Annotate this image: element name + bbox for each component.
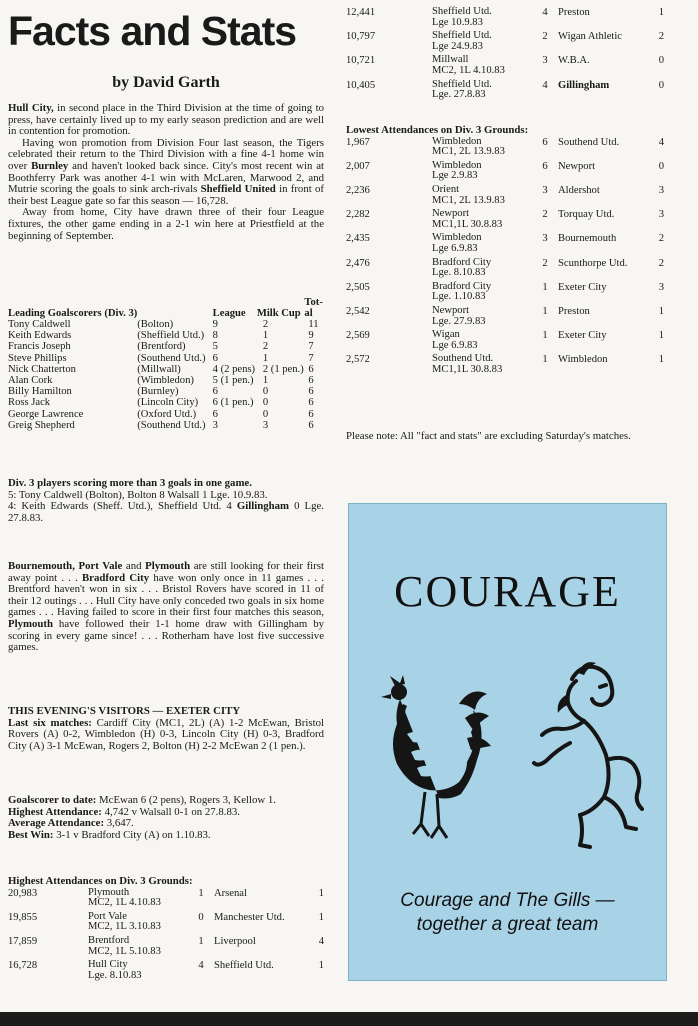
attendance-row [346, 31, 664, 55]
scorer-name: Francis Joseph [8, 341, 71, 353]
scorer-league: 6 [212, 408, 218, 420]
attendance-figure: 2,007 [346, 160, 370, 172]
home-team-cell [432, 161, 532, 185]
away-team: Exeter City [558, 330, 607, 342]
match-detail: MC2, 1L 5.10.83 [88, 945, 161, 957]
away-team: Liverpool [214, 935, 256, 947]
home-score: 4 [542, 79, 548, 91]
scorer-milk: 2 [262, 319, 269, 330]
away-score: 2 [658, 31, 664, 43]
intro-text-2b: and haven't looked back since. City's most recent win at Boothferry Park was another 4-1 win with McLaren, Marwood 2, and Mutrie scoring the goals to sink arch-rivals [8, 159, 324, 196]
scorer-league: 6 (1 pen.) [212, 397, 254, 409]
attendance-row [346, 80, 664, 104]
col-total: Tot-al [304, 297, 323, 319]
match-detail: MC1, 2L 13.9.83 [432, 146, 505, 158]
average-att-text: 3,647. [104, 817, 134, 830]
scorer-row [8, 353, 324, 364]
attendance-row [346, 282, 664, 306]
scorer-total: 6 [308, 397, 314, 409]
match-detail: MC1,1L 30.8.83 [432, 218, 503, 230]
home-team-cell [432, 185, 532, 209]
goalscorers-section [8, 297, 324, 431]
lowest-att-heading: Lowest Attendances on Div. 3 Grounds: [346, 124, 529, 136]
attendance-figure: 10,797 [346, 31, 376, 43]
highest-att-text: 4,742 v Walsall 0-1 on 27.8.83. [101, 805, 240, 818]
highest-att-label: Highest Attendance: [8, 805, 102, 818]
home-team-cell [432, 258, 532, 282]
home-team-cell [432, 209, 532, 233]
home-team: Wimbledon [432, 159, 482, 171]
attendance-row [346, 306, 664, 330]
away-score: 0 [658, 160, 664, 172]
highest-att-continued-table [346, 7, 664, 104]
away-score: 3 [658, 184, 664, 196]
intro-bold-hull: Hull City, [8, 102, 54, 114]
notes-text-3: have won only once in 11 games . . . Brentford haven't won in six . . . Bristol Rovers have scored in 11 of their 12 outings . . . Hull City have only conceded two goals in six home games . . . Having failed to score in their first four matches this season, [8, 571, 324, 619]
home-score: 2 [542, 257, 548, 269]
scorer-club: (Millwall) [137, 363, 181, 375]
home-score: 1 [542, 354, 548, 366]
notes-section [8, 561, 324, 654]
away-score: 1 [318, 911, 324, 923]
scorer-milk: 1 [262, 330, 269, 342]
intro-text-1: in second place in the Third Division at the time of going to press, have certainly lived up to my early season prediction and are well in contention for promotion. [8, 102, 324, 138]
advert-brand: COURAGE [394, 567, 621, 616]
scorer-league: 6 [212, 386, 218, 398]
horse-icon [514, 659, 654, 859]
lowest-att-table [346, 137, 664, 379]
scorer-name: Tony Caldwell [8, 319, 71, 330]
right-column [346, 7, 664, 104]
match-detail: MC1,1L 30.8.83 [432, 363, 503, 375]
slogan-line-2: together a great team [416, 914, 599, 935]
home-team: Sheffield Utd. [432, 6, 492, 17]
intro-bold-sheffield: Sheffield United [200, 183, 276, 196]
notes-bold-3: Bradford City [81, 571, 150, 584]
attendance-figure: 2,282 [346, 209, 370, 221]
goalscorer-label: Goalscorer to date: [8, 794, 97, 806]
home-score: 1 [542, 330, 548, 342]
match-detail: Lge 10.9.83 [432, 16, 483, 28]
home-score: 1 [542, 281, 548, 293]
attendance-row [346, 137, 664, 161]
scorer-club: (Brentford) [137, 341, 186, 353]
intro-text-2a: Having won promotion from Division Four last season, the Tigers celebrated their return to the Third Division with a fine 4-1 home win over [8, 136, 324, 172]
intro-section [8, 103, 324, 242]
cockerel-icon [367, 664, 497, 854]
attendance-figure: 2,572 [346, 354, 370, 366]
goalscorers-table [8, 297, 324, 431]
scorer-club: (Bolton) [137, 319, 174, 330]
hattricks-line-2b: 0 Lge. 27.8.83. [8, 500, 324, 524]
attendance-figure: 10,405 [346, 79, 376, 91]
attendance-row [346, 7, 664, 31]
hattricks-bold-gillingham: Gillingham [236, 500, 290, 513]
attendance-figure: 1,967 [346, 136, 370, 148]
scorer-total: 11 [308, 319, 319, 330]
home-score: 4 [542, 7, 548, 18]
away-score: 1 [318, 887, 324, 899]
home-score: 2 [542, 31, 548, 43]
attendance-row [8, 888, 324, 912]
home-score: 6 [542, 136, 548, 148]
home-team-cell [432, 137, 532, 161]
slogan-line-1: Courage and The Gills — [400, 890, 615, 911]
home-team-cell [432, 7, 532, 31]
home-score: 3 [542, 55, 548, 67]
home-score: 2 [542, 209, 548, 221]
scorer-club: (Lincoln City) [137, 397, 199, 409]
footnote: Please note: All "fact and stats" are excluding Saturday's matches. [346, 430, 631, 442]
attendance-figure: 2,476 [346, 257, 370, 269]
highest-att-table [8, 888, 324, 985]
scorer-row [8, 364, 324, 375]
away-team: Sheffield Utd. [214, 960, 274, 972]
home-team-cell [432, 233, 532, 257]
home-team-cell [432, 31, 532, 55]
home-score: 6 [542, 160, 548, 172]
away-team: W.B.A. [558, 55, 590, 67]
highest-att-section [8, 876, 324, 984]
away-team: Preston [558, 305, 590, 317]
scorer-club: (Southend Utd.) [137, 352, 206, 364]
scorer-total: 6 [308, 375, 314, 387]
away-score: 0 [658, 79, 664, 91]
page-title: Facts and Stats [8, 8, 297, 54]
scorer-milk: 0 [262, 386, 269, 398]
home-team: Bradford City [432, 256, 492, 268]
last-six-label: Last six matches: [8, 716, 92, 729]
away-team: Scunthorpe Utd. [558, 257, 628, 269]
scorer-row [8, 375, 324, 386]
attendance-figure: 20,983 [8, 887, 38, 899]
away-team: Aldershot [558, 184, 600, 196]
attendance-figure: 12,441 [346, 7, 376, 18]
hattricks-line-2a: 4: Keith Edwards (Sheff. Utd.), Sheffield Utd. 4 [8, 500, 237, 513]
lowest-att-section [346, 125, 664, 378]
hattricks-section [8, 478, 324, 524]
match-detail: MC2, 1L 3.10.83 [88, 921, 161, 933]
scorer-league: 9 [212, 319, 218, 330]
home-team: Orient [432, 183, 460, 195]
match-detail: Lge 2.9.83 [432, 170, 478, 182]
home-score: 4 [198, 960, 204, 972]
away-team: Wimbledon [558, 354, 608, 366]
attendance-figure: 10,721 [346, 55, 376, 67]
best-win-text: 3-1 v Bradford City (A) on 1.10.83. [53, 828, 211, 841]
notes-text-1: and [122, 560, 146, 572]
notes-bold-4: Plymouth [8, 617, 53, 630]
away-score: 2 [658, 233, 664, 245]
scorer-total: 6 [308, 386, 314, 398]
home-team: Wimbledon [432, 232, 482, 244]
match-detail: Lge. 8.10.83 [432, 267, 486, 279]
attendance-figure: 17,859 [8, 935, 38, 947]
last-six-text: Cardiff City (MC1, 2L) (A) 1-2 McEwan, Bristol Rovers (A) 0-2, Wimbledon (H) 0-3, Lincoln City (H) 0-3, Bradford City (A) 3-1 McEwan, Rogers 2, Bolton (H) 2-2 McEwan 2 (1 pen.). [8, 716, 324, 752]
home-team-cell [432, 354, 532, 378]
home-team-cell [432, 55, 532, 79]
away-score: 1 [658, 330, 664, 342]
home-team: Brentford [88, 934, 130, 946]
attendance-row [346, 55, 664, 79]
scorer-club: (Oxford Utd.) [137, 408, 197, 420]
away-team: Newport [558, 160, 596, 172]
away-team: Arsenal [214, 887, 247, 899]
scorer-row [8, 330, 324, 341]
scorer-club: (Sheffield Utd.) [137, 330, 205, 342]
attendance-figure: 2,542 [346, 305, 370, 317]
away-score: 1 [318, 960, 324, 972]
visitors-heading: THIS EVENING'S VISITORS — EXETER CITY [8, 705, 241, 717]
scorer-name: Alan Cork [8, 375, 53, 387]
away-score: 0 [658, 55, 664, 67]
byline: by David Garth [112, 74, 220, 91]
scorer-total: 6 [308, 419, 314, 431]
away-team: Bournemouth [558, 233, 617, 245]
away-team: Gillingham [558, 79, 610, 91]
match-detail: Lge. 27.8.83 [432, 89, 486, 101]
away-team: Preston [558, 7, 590, 18]
home-team-cell [432, 80, 532, 104]
scorer-league: 3 [212, 419, 218, 431]
scorer-name: Billy Hamilton [8, 386, 72, 398]
home-team: Newport [432, 208, 470, 220]
home-team-cell [432, 306, 532, 330]
home-team: Sheffield Utd. [432, 78, 492, 90]
home-team: Wimbledon [432, 135, 482, 147]
goalscorer-text: McEwan 6 (2 pens), Rogers 3, Kellow 1. [96, 794, 276, 806]
match-detail: MC1, 2L 13.9.83 [432, 194, 505, 206]
scorer-total: 9 [308, 330, 314, 342]
away-team: Torquay Utd. [558, 209, 615, 221]
away-score: 3 [658, 209, 664, 221]
intro-text-2c: in front of their best League gate so far this season — 16,728. [8, 183, 324, 207]
scorer-league: 4 (2 pens) [212, 363, 256, 375]
scorer-milk: 2 (1 pen.) [262, 363, 304, 375]
away-score: 1 [658, 305, 664, 317]
notes-text-2: are still looking for their first away point . . . [8, 560, 324, 584]
scorer-total: 7 [308, 341, 314, 353]
away-team: Wigan Athletic [558, 31, 623, 43]
scorer-row [8, 386, 324, 397]
scorer-name: Steve Phillips [8, 352, 67, 364]
attendance-figure: 19,855 [8, 911, 38, 923]
match-detail: Lge 6.9.83 [432, 339, 478, 351]
away-score: 1 [658, 7, 664, 18]
intro-bold-burnley: Burnley [31, 159, 69, 172]
attendance-figure: 16,728 [8, 960, 38, 972]
match-detail: Lge 24.9.83 [432, 40, 483, 52]
away-team: Manchester Utd. [214, 911, 285, 923]
away-score: 3 [658, 281, 664, 293]
attendance-row [346, 233, 664, 257]
away-score: 1 [658, 354, 664, 366]
scorer-club: (Wimbledon) [137, 375, 194, 387]
home-score: 3 [542, 184, 548, 196]
scorer-row [8, 409, 324, 420]
away-team: Exeter City [558, 281, 607, 293]
intro-text-3: Away from home, City have drawn three of their four League fixtures, the other game ending in a 2-1 win here at Priestfield at the beginning of September. [8, 206, 324, 242]
attendance-row [346, 185, 664, 209]
home-team: Wigan [432, 329, 460, 341]
match-detail: Lge 6.9.83 [432, 242, 478, 254]
home-team: Bradford City [432, 280, 492, 292]
home-team: Southend Utd. [432, 353, 494, 365]
attendance-figure: 2,505 [346, 281, 370, 293]
scorer-row [8, 397, 324, 408]
scorer-row [8, 319, 324, 330]
home-team-cell [88, 960, 188, 984]
attendance-row [8, 936, 324, 960]
left-column [8, 0, 324, 981]
scorer-club: (Southend Utd.) [137, 419, 206, 431]
hattricks-heading: Div. 3 players scoring more than 3 goals in one game. [8, 477, 252, 489]
attendance-figure: 2,236 [346, 184, 370, 196]
home-team-cell [432, 282, 532, 306]
attendance-row [8, 912, 324, 936]
match-detail: MC2, 1L 4.10.83 [88, 897, 161, 909]
home-score: 1 [542, 305, 548, 317]
scorer-row [8, 341, 324, 352]
home-team: Sheffield Utd. [432, 30, 492, 42]
col-milk-cup: Milk Cup [256, 307, 301, 319]
home-score: 0 [198, 911, 204, 923]
away-score: 4 [658, 136, 664, 148]
scorer-milk: 3 [262, 419, 269, 431]
attendance-row [346, 161, 664, 185]
scorer-league: 8 [212, 330, 218, 342]
attendance-row [346, 258, 664, 282]
home-team: Hull City [88, 959, 128, 971]
advert-slogan [349, 889, 666, 937]
highest-att-heading: Highest Attendances on Div. 3 Grounds: [8, 875, 193, 887]
away-score: 4 [318, 935, 324, 947]
scorer-milk: 0 [262, 397, 269, 409]
scorer-league: 5 (1 pen.) [212, 375, 254, 387]
scorer-milk: 1 [262, 375, 269, 387]
courage-advert [348, 503, 667, 981]
exeter-stats-section [8, 795, 324, 841]
scorer-milk: 1 [262, 352, 269, 364]
home-score: 1 [198, 887, 204, 899]
home-team: Millwall [432, 54, 469, 66]
scorer-row [8, 420, 324, 431]
match-detail: MC2, 1L 4.10.83 [432, 64, 505, 76]
home-score: 3 [542, 233, 548, 245]
attendance-figure: 2,569 [346, 330, 370, 342]
scorer-name: George Lawrence [8, 408, 84, 420]
attendance-row [346, 209, 664, 233]
home-team: Port Vale [88, 910, 127, 922]
home-team-cell [88, 912, 188, 936]
away-team: Southend Utd. [558, 136, 620, 148]
scorer-milk: 0 [262, 408, 269, 420]
scorer-name: Nick Chatterton [8, 363, 76, 375]
scorer-league: 5 [212, 341, 218, 353]
home-team: Newport [432, 304, 470, 316]
attendance-row [346, 354, 664, 378]
attendance-figure: 2,435 [346, 233, 370, 245]
notes-bold-1: Bournemouth, Port Vale [8, 560, 123, 572]
scorer-name: Ross Jack [8, 397, 51, 409]
scorer-name: Greig Shepherd [8, 419, 75, 431]
away-score: 2 [658, 257, 664, 269]
col-league: League [212, 307, 246, 319]
scorer-name: Keith Edwards [8, 330, 72, 342]
scorer-total: 6 [308, 363, 314, 375]
attendance-row [8, 960, 324, 984]
bottom-edge-bar [0, 1012, 698, 1026]
scorer-milk: 2 [262, 341, 269, 353]
footnote-section [346, 431, 664, 443]
average-att-label: Average Attendance: [8, 817, 105, 830]
home-score: 1 [198, 935, 204, 947]
scorer-league: 6 [212, 352, 218, 364]
goalscorers-heading: Leading Goalscorers (Div. 3) [8, 307, 138, 319]
visitors-section [8, 706, 324, 752]
home-team-cell [432, 330, 532, 354]
match-detail: Lge. 8.10.83 [88, 969, 142, 981]
home-team-cell [88, 888, 188, 912]
notes-text-4: have followed their 1-1 home draw with Gillingham by scoring in every game since! . . . Rotherham have lost five successive games. [8, 617, 324, 654]
best-win-label: Best Win: [8, 828, 54, 841]
attendance-row [346, 330, 664, 354]
home-team: Plymouth [88, 886, 130, 898]
scorer-total: 6 [308, 408, 314, 420]
scorer-total: 7 [308, 352, 314, 364]
home-team-cell [88, 936, 188, 960]
hattricks-line-1: 5: Tony Caldwell (Bolton), Bolton 8 Walsall 1 Lge. 10.9.83. [8, 488, 268, 501]
match-detail: Lge. 1.10.83 [432, 291, 486, 303]
scorer-club: (Burnley) [137, 386, 179, 398]
match-detail: Lge. 27.9.83 [432, 315, 486, 327]
notes-bold-2: Plymouth [145, 560, 191, 572]
